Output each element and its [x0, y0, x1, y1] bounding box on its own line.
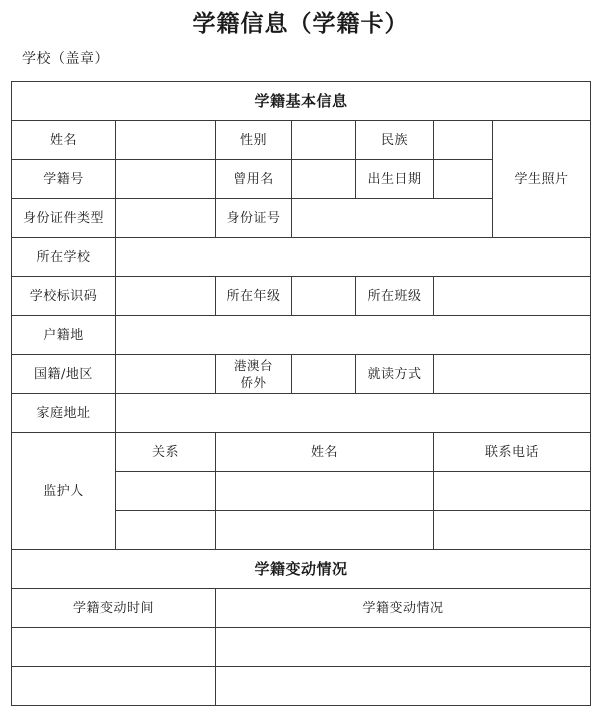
field-student-id[interactable] — [116, 160, 216, 199]
table-row — [12, 316, 591, 355]
label-class: 所在班级 — [356, 277, 434, 316]
label-student-id: 学籍号 — [12, 160, 116, 199]
column-header-contact-phone: 联系电话 — [434, 433, 591, 472]
label-ethnicity: 民族 — [356, 121, 434, 160]
table-row — [12, 238, 591, 277]
student-record-table — [11, 81, 591, 706]
field-household-registration[interactable] — [116, 316, 591, 355]
field-overseas-status[interactable] — [292, 355, 356, 394]
field-name[interactable] — [116, 121, 216, 160]
student-record-card-page — [0, 9, 601, 725]
label-school-code: 学校标识码 — [12, 277, 116, 316]
table-row — [12, 355, 591, 394]
table-row — [12, 394, 591, 433]
label-household-registration: 户籍地 — [12, 316, 116, 355]
field-grade[interactable] — [292, 277, 356, 316]
column-header-change-detail: 学籍变动情况 — [216, 589, 591, 628]
field-class[interactable] — [434, 277, 591, 316]
field-change-time-2[interactable] — [12, 667, 216, 706]
label-study-mode: 就读方式 — [356, 355, 434, 394]
label-gender: 性别 — [216, 121, 292, 160]
table-row — [12, 667, 591, 706]
label-home-address: 家庭地址 — [12, 394, 116, 433]
field-former-name[interactable] — [292, 160, 356, 199]
field-study-mode[interactable] — [434, 355, 591, 394]
field-birth-date[interactable] — [434, 160, 493, 199]
table-row — [12, 277, 591, 316]
school-seal-label: 学校（盖章） — [22, 51, 109, 67]
field-nationality-region[interactable] — [116, 355, 216, 394]
field-gender[interactable] — [292, 121, 356, 160]
column-header-change-time: 学籍变动时间 — [12, 589, 216, 628]
form-container — [11, 81, 590, 706]
label-nationality-region: 国籍/地区 — [12, 355, 116, 394]
label-guardian: 监护人 — [12, 433, 116, 550]
field-guardian-relation-2[interactable] — [116, 511, 216, 550]
field-home-address[interactable] — [116, 394, 591, 433]
label-school: 所在学校 — [12, 238, 116, 277]
table-row — [12, 82, 591, 121]
page-title: 学籍信息（学籍卡） — [192, 10, 409, 37]
field-guardian-relation-1[interactable] — [116, 472, 216, 511]
label-former-name: 曾用名 — [216, 160, 292, 199]
label-grade: 所在年级 — [216, 277, 292, 316]
field-change-time-1[interactable] — [12, 628, 216, 667]
field-change-detail-2[interactable] — [216, 667, 591, 706]
label-birth-date: 出生日期 — [356, 160, 434, 199]
label-id-type: 身份证件类型 — [12, 199, 116, 238]
field-guardian-name-1[interactable] — [216, 472, 434, 511]
table-row — [12, 628, 591, 667]
table-row — [12, 433, 591, 472]
table-row — [12, 550, 591, 589]
column-header-relation: 关系 — [116, 433, 216, 472]
label-name: 姓名 — [12, 121, 116, 160]
field-school[interactable] — [116, 238, 591, 277]
table-row — [12, 589, 591, 628]
label-overseas-status — [216, 355, 292, 394]
section-heading-status-changes: 学籍变动情况 — [12, 550, 591, 589]
field-guardian-phone-2[interactable] — [434, 511, 591, 550]
field-ethnicity[interactable] — [434, 121, 493, 160]
label-overseas-line1: 港澳台 — [233, 358, 273, 373]
field-id-type[interactable] — [116, 199, 216, 238]
label-overseas-line2: 侨外 — [240, 375, 267, 390]
table-row — [12, 121, 591, 160]
field-school-code[interactable] — [116, 277, 216, 316]
section-heading-basic-info: 学籍基本信息 — [12, 82, 591, 121]
field-change-detail-1[interactable] — [216, 628, 591, 667]
student-photo-placeholder[interactable]: 学生照片 — [493, 121, 591, 238]
field-guardian-name-2[interactable] — [216, 511, 434, 550]
column-header-guardian-name: 姓名 — [216, 433, 434, 472]
field-guardian-phone-1[interactable] — [434, 472, 591, 511]
field-id-number[interactable] — [292, 199, 493, 238]
label-id-number: 身份证号 — [216, 199, 292, 238]
